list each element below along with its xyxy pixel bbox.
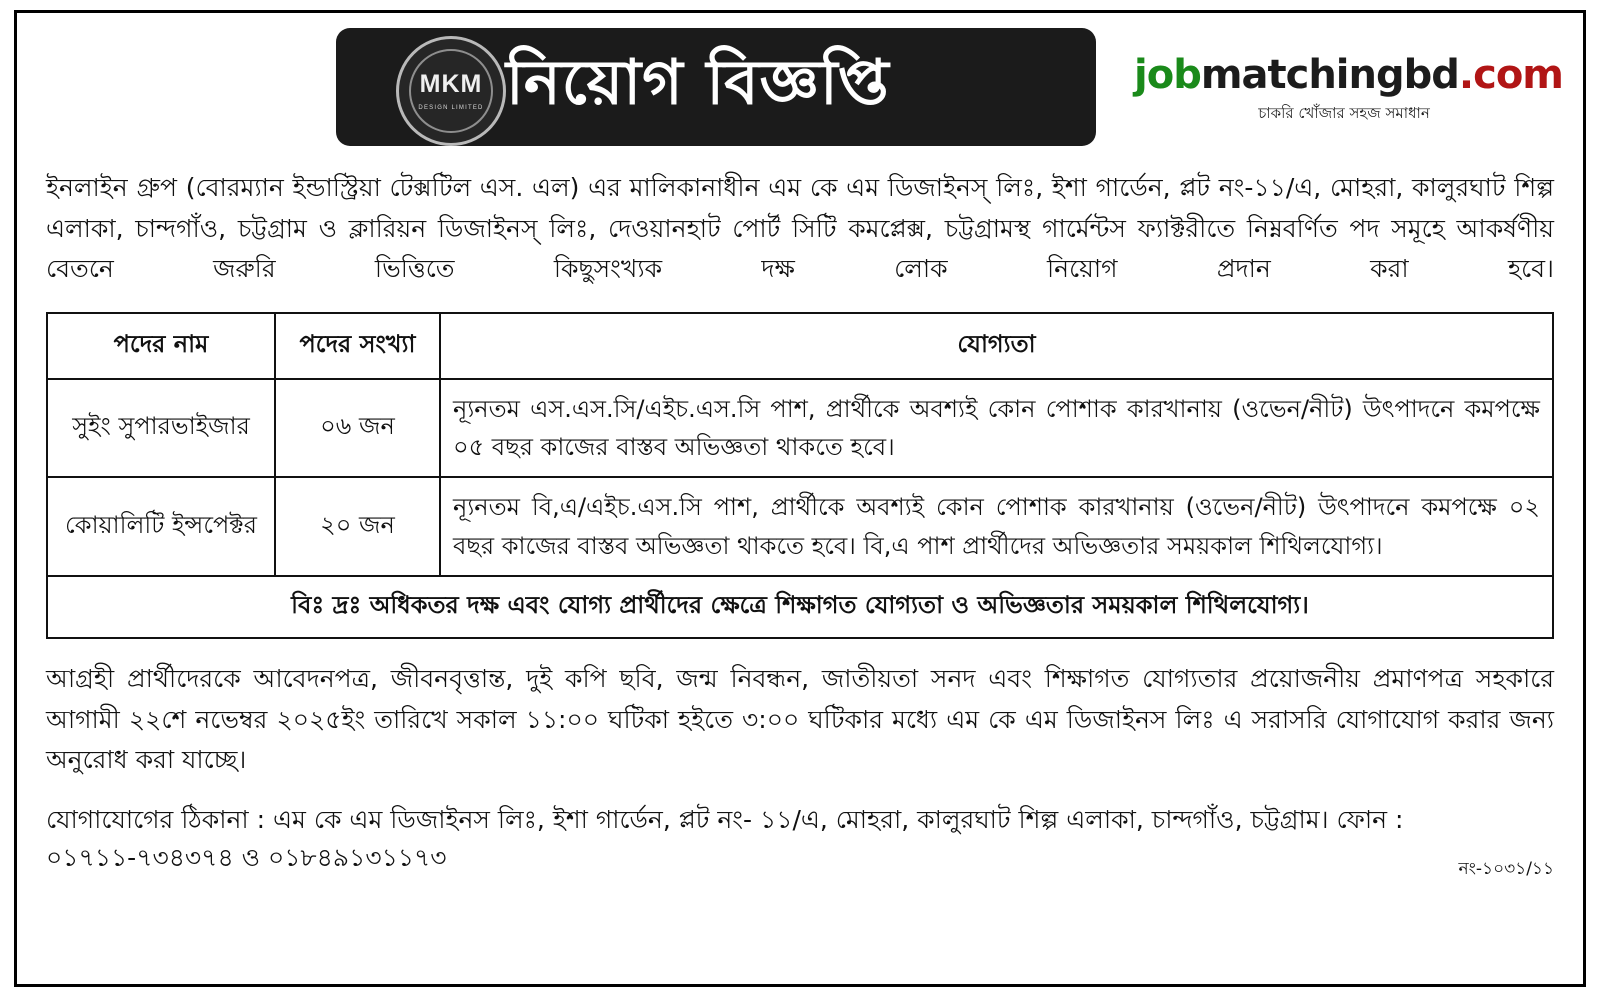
brand-part-com: com bbox=[1473, 52, 1563, 98]
cell-post-name: সুইং সুপারভাইজার bbox=[47, 379, 275, 478]
cell-post-count: ২০ জন bbox=[275, 477, 440, 576]
table-header-row bbox=[47, 313, 1553, 379]
table-note: বিঃ দ্রঃ অধিকতর দক্ষ এবং যোগ্য প্রার্থীদের ক্ষেত্রে শিক্ষাগত যোগ্যতা ও অভিজ্ঞতার সময়কাল শিথিলযোগ্য। bbox=[47, 576, 1553, 638]
page-content bbox=[46, 22, 1563, 979]
company-logo bbox=[396, 36, 506, 146]
title-banner bbox=[336, 28, 1096, 146]
website-tagline: চাকরি খোঁজার সহজ সমাধান bbox=[1258, 104, 1430, 122]
table-row bbox=[47, 379, 1553, 478]
reference-number: নং-১০৩১/১১ bbox=[1458, 859, 1554, 880]
jobs-table bbox=[46, 312, 1554, 640]
contact-info: যোগাযোগের ঠিকানা : এম কে এম ডিজাইনস লিঃ, ইশা গার্ডেন, প্লট নং- ১১/এ, মোহরা, কালুরঘাট শিল্প এলাকা, চান্দগাঁও, চট্টগ্রাম। ফোন : ০১৭১১-৭৩৪৩৭৪ ও ০১৮৪৯১৩১১৭৩ bbox=[46, 804, 1404, 873]
website-logo bbox=[1134, 52, 1563, 127]
brand-part-bd: bd bbox=[1403, 52, 1459, 98]
cell-post-name: কোয়ালিটি ইন্সপেক্টর bbox=[47, 477, 275, 576]
intro-paragraph: ইনলাইন গ্রুপ (বোরম্যান ইন্ডাস্ট্রিয়া টেক্সটিল এস. এল) এর মালিকানাধীন এম কে এম ডিজাইনস্ লিঃ, ইশা গার্ডেন, প্লট নং-১১/এ, মোহরা, কালুরঘাট শিল্প এলাকা, চান্দগাঁও, চট্টগ্রাম ও ক্লারিয়ন ডিজাইনস্ লিঃ, দেওয়ানহাট পোর্ট সিটি কমপ্লেক্স, চট্টগ্রামস্থ গার্মেন্টস ফ্যাক্টরীতে নিম্নবর্ণিত পদ সমূহে আকর্ষণীয় বেতনে জরুরি ভিত্তিতে কিছুসংখ্যক দক্ষ লোক নিয়োগ প্রদান করা হবে। bbox=[46, 173, 1554, 283]
cell-qualification: ন্যূনতম এস.এস.সি/এইচ.এস.সি পাশ, প্রার্থীকে অবশ্যই কোন পোশাক কারখানায় (ওভেন/নীট) উৎপাদনে কমপক্ষে ০৫ বছর কাজের বাস্তব অভিজ্ঞতা থাকতে হবে। bbox=[440, 379, 1553, 478]
brand-part-job: job bbox=[1134, 52, 1201, 98]
brand-part-dot: . bbox=[1458, 52, 1474, 98]
table-row bbox=[47, 477, 1553, 576]
cell-post-count: ০৬ জন bbox=[275, 379, 440, 478]
column-header-qualification: যোগ্যতা bbox=[440, 313, 1553, 379]
logo-inner-ring bbox=[409, 49, 493, 133]
table-note-row bbox=[47, 576, 1553, 638]
column-header-post-name: পদের নাম bbox=[47, 313, 275, 379]
logo-monogram: MKM bbox=[419, 69, 483, 98]
cell-qualification: ন্যূনতম বি,এ/এইচ.এস.সি পাশ, প্রার্থীকে অবশ্যই কোন পোশাক কারখানায় (ওভেন/নীট) উৎপাদনে কমপক্ষে ০২ বছর কাজের বাস্তব অভিজ্ঞতা থাকতে হবে। বি,এ পাশ প্রার্থীদের অভিজ্ঞতার সময়কাল শিথিলযোগ্য। bbox=[440, 477, 1553, 576]
footer bbox=[46, 801, 1554, 879]
brand-part-matching: matching bbox=[1200, 52, 1404, 98]
website-logo-text bbox=[1134, 52, 1563, 98]
header bbox=[46, 22, 1563, 150]
application-instructions: আগ্রহী প্রার্থীদেরকে আবেদনপত্র, জীবনবৃত্তান্ত, দুই কপি ছবি, জন্ম নিবন্ধন, জাতীয়তা সনদ এবং শিক্ষাগত যোগ্যতার প্রয়োজনীয় প্রমাণপত্র সহকারে আগামী ২২শে নভেম্বর ২০২৫ইং তারিখে সকাল ১১:০০ ঘটিকা হইতে ৩:০০ ঘটিকার মধ্যে এম কে এম ডিজাইনস লিঃ এ সরাসরি যোগাযোগ করার জন্য অনুরোধ করা যাচ্ছে। bbox=[46, 664, 1554, 775]
page-title: নিয়োগ বিজ্ঞপ্তি bbox=[506, 45, 890, 119]
column-header-post-count: পদের সংখ্যা bbox=[275, 313, 440, 379]
logo-subtext: DESIGN LIMITED bbox=[418, 104, 484, 111]
